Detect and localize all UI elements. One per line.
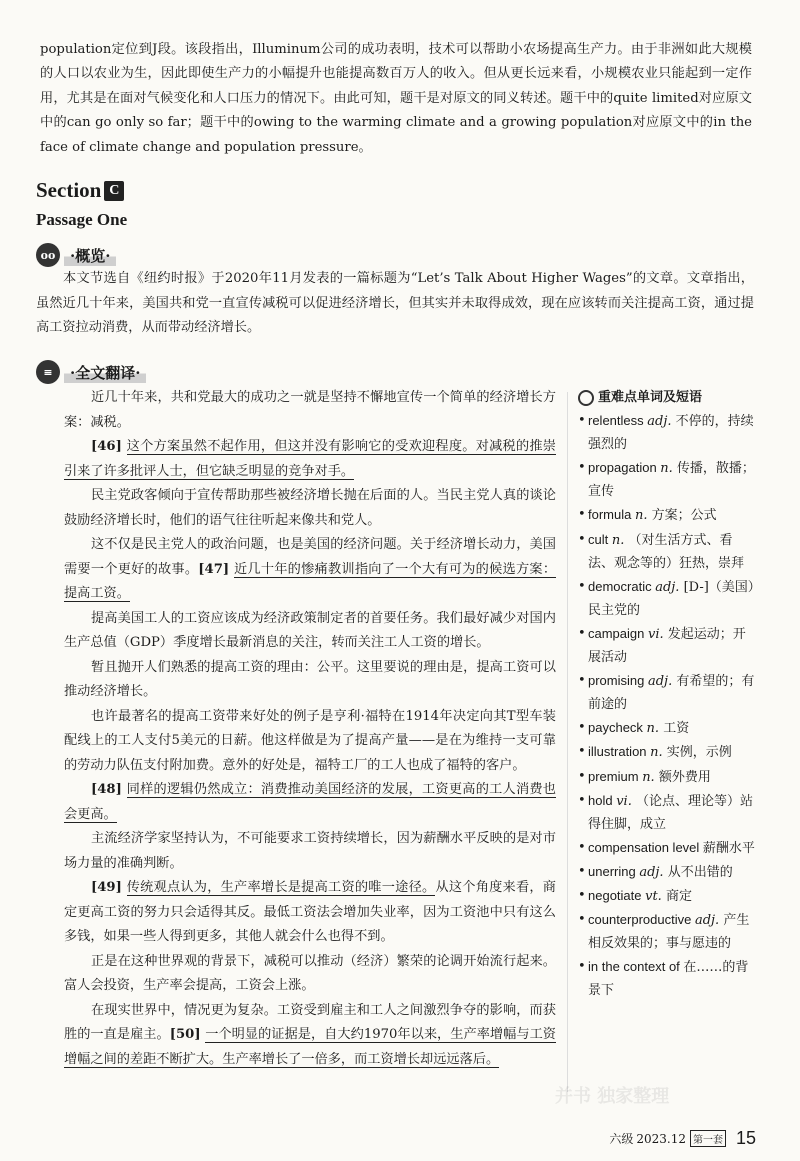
passage-title: Passage One <box>36 210 128 229</box>
vocab-word: premium <box>588 768 643 784</box>
paragraph-text: 这不仅是民主党人的政治问题，也是美国的经济问题。关于经济增长动力，美国需要一个更好的故事。 <box>64 537 556 577</box>
vocab-word: cult <box>588 531 612 547</box>
vocab-pos: n. <box>650 745 667 761</box>
vocab-word: relentless <box>588 413 648 429</box>
vocab-meaning: 传播，散播；宣传 <box>588 461 755 500</box>
footer-mark: 第一套 <box>690 1130 726 1147</box>
vocab-pos: adj. <box>655 579 684 595</box>
translation-paragraph <box>64 607 556 656</box>
vocab-meaning: 发起运动；开展活动 <box>588 626 746 666</box>
paragraph-text: 在现实世界中，情况更为复杂。工资受到雇主和工人之间激烈争夺的影响，而获胜的一直是雇主。 <box>64 1002 556 1042</box>
translation-paragraph <box>64 484 556 533</box>
vocab-title-text: 重难点单词及短语 <box>598 390 703 405</box>
vocab-word: formula <box>588 507 635 523</box>
paragraph-text: 民主党政客倾向于宣传帮助那些被经济增长抛在后面的人。当民主党人真的谈论鼓励经济增长时，他们的语气往往听起来像共和党人。 <box>64 488 556 528</box>
translation-body <box>64 386 556 1072</box>
vocab-meaning: [D-]（美国）民主党的 <box>588 579 755 618</box>
vocab-word: illustration <box>588 744 651 760</box>
vocab-meaning: 工资 <box>663 721 690 737</box>
page-number: 15 <box>735 1128 756 1148</box>
translation-paragraph <box>64 656 556 705</box>
overview-tag <box>36 243 116 267</box>
answer-sentence: 近几十年的惨痛教训指向了一个大有可为的候选方案：提高工资。 <box>64 561 557 601</box>
question-number: [46] <box>91 439 127 454</box>
translation-tag <box>36 360 146 384</box>
vocab-word: campaign <box>588 625 648 641</box>
vocab-meaning: 实例，示例 <box>666 745 732 761</box>
vocab-item <box>578 528 758 575</box>
vocab-pos: n. <box>611 532 629 548</box>
footer-level: 六级 <box>609 1132 634 1146</box>
vocab-meaning: （论点、理论等）站得住脚，成立 <box>588 793 753 832</box>
question-number: [47] <box>198 561 234 577</box>
vocab-word: counterproductive <box>588 912 695 928</box>
vocab-word: hold <box>588 792 617 808</box>
vocab-meaning: （对生活方式、看法、观念等的）狂热，崇拜 <box>588 532 745 571</box>
translation-paragraph <box>64 999 556 1073</box>
vocab-item <box>578 765 758 789</box>
vocab-pos: adj. <box>694 913 724 929</box>
vocab-meaning: 不停的，持续强烈的 <box>588 414 754 453</box>
paragraph-text: 提高美国工人的工资应该成为经济政策制定者的首要任务。我们最好减少对国内生产总值（GDP）季度增长最新消息的关注，转而关注工人工资的增长。 <box>64 610 556 650</box>
translation-paragraph <box>64 827 556 876</box>
vocab-meaning: 从不出错的 <box>667 864 733 880</box>
vocab-meaning: 商定 <box>665 888 692 904</box>
vocab-meaning: 有希望的；有前途的 <box>588 674 755 713</box>
vocab-meaning: 方案；公式 <box>651 508 717 524</box>
vocab-pos: n. <box>634 508 652 524</box>
vocab-word: paycheck <box>588 720 647 736</box>
vocab-item <box>578 836 758 860</box>
paragraph-text: 近几十年来，共和党最大的成功之一就是坚持不懈地宣传一个简单的经济增长方案：减税。 <box>64 390 556 430</box>
column-divider <box>567 392 568 1092</box>
answer-sentence: 同样的逻辑仍然成立：消费推动美国经济的发展，工资更高的工人消费也会更高。 <box>64 782 556 822</box>
vocab-item <box>578 789 758 836</box>
vocab-item <box>578 622 758 669</box>
vocab-list <box>578 409 758 1002</box>
paragraph-text: 从这个角度来看，商定更高工资的努力只会适得其反。最低工资法会增加失业率，因为工资池中只有这么多钱，如果一些人得到更多，其他人就会什么也得不到。 <box>64 880 556 944</box>
question-number: [50] <box>169 1027 206 1042</box>
vocab-title <box>578 386 758 409</box>
paragraph-text: 也许最著名的提高工资带来好处的例子是亨利·福特在1914年决定向其T型车装配线上的工人支付5美元的日薪。他这样做是为了提高产量——是在为维持一支可靠的劳动力队伍支付附加费。意外的好处是，福特工厂的工人也成了福特的客户。 <box>64 708 556 773</box>
vocab-word: propagation <box>588 460 661 476</box>
vocab-meaning: 在……的背景下 <box>588 960 749 999</box>
answer-sentence: 一个明显的证据是，自大约1970年以来，生产率增幅与工资增幅之间的差距不断扩大。生产率增长了一倍多，而工资增长却远远落后。 <box>64 1027 556 1067</box>
answer-sentence: 传统观点认为，生产率增长是提高工资的唯一途径。 <box>126 880 436 895</box>
vocab-pos: n. <box>646 721 664 737</box>
vocab-meaning: 产生相反效果的；事与愿违的 <box>588 913 750 952</box>
translation-paragraph <box>64 778 556 827</box>
paragraph-text: 正是在这种世界观的背景下，减税可以推动（经济）繁荣的论调开始流行起来。富人会投资，生产率会提高，工资会上涨。 <box>64 953 556 993</box>
question-number: [49] <box>91 880 127 895</box>
intro-paragraph: population定位到J段。该段指出，Illuminum公司的成功表明，技术可以帮助小农场提高生产力。由于非洲如此大规模的人口以农业为生，因此即使生产力的小幅提升也能提高数百万人的收入。但从更长远来看，小规模农业只能起到一定作用，尤其是在面对气候变化和人口压力的情况下。由此可知，题干是对原文的同义转述。题干中的quite limited对应原文中的can go only so far；题干中的owing to the warming climate and a growing population对应原文中的in the face of climate change and population pressure。 <box>40 42 752 155</box>
vocab-item <box>578 955 758 1002</box>
translation-paragraph <box>64 705 556 779</box>
vocab-pos: adj. <box>639 864 668 880</box>
vocab-pos: adj. <box>647 674 677 690</box>
glasses-icon: oo <box>36 243 60 267</box>
translation-paragraph <box>64 950 556 999</box>
vocab-pos: vi. <box>647 626 668 642</box>
vocab-item <box>578 860 758 884</box>
watermark: 并书 独家整理 <box>555 1086 670 1107</box>
section-label: Section <box>36 178 102 202</box>
section-letter-badge: C <box>104 181 124 201</box>
vocab-pos: vi. <box>616 793 636 809</box>
vocab-sidebar <box>578 386 758 1002</box>
vocab-word: negotiate <box>588 887 646 903</box>
translation-paragraph <box>64 876 556 950</box>
vocab-item <box>578 908 758 955</box>
translation-paragraph <box>64 435 556 484</box>
footer-issue: 2023.12 <box>636 1131 686 1146</box>
vocab-item <box>578 409 758 456</box>
vocab-item <box>578 716 758 740</box>
vocab-item <box>578 740 758 764</box>
vocab-meaning: 薪酬水平 <box>702 840 755 856</box>
vocab-word: compensation level <box>588 839 703 855</box>
translation-paragraph <box>64 386 556 435</box>
section-heading <box>36 178 124 203</box>
vocab-item <box>578 456 758 503</box>
vocab-pos: n. <box>642 769 659 785</box>
question-number: [48] <box>91 782 127 797</box>
vocab-item <box>578 884 758 908</box>
overview-label: ·概览· <box>64 245 116 266</box>
translation-paragraph <box>64 533 556 607</box>
vocab-item <box>578 575 758 622</box>
vocab-pos: adj. <box>647 414 676 430</box>
overview-text: 本文节选自《纽约时报》于2020年11月发表的一篇标题为“Let’s Talk About Higher Wages”的文章。文章指出，虽然近几十年来，美国共和党一直宣传减税可以促进经济增长，但其实并未取得成效，现在应该转而关注提高工资，通过提高工资拉动消费，从而带动经济增长。 <box>36 271 754 335</box>
paragraph-text: 暂且抛开人们熟悉的提高工资的理由：公平。这里要说的理由是，提高工资可以推动经济增长。 <box>64 659 556 699</box>
translation-label: ·全文翻译· <box>64 362 146 383</box>
vocab-word: in the context of <box>588 959 684 975</box>
target-icon <box>578 390 594 406</box>
vocab-pos: vt. <box>645 888 666 904</box>
speech-bubble-icon: ≡ <box>36 360 60 384</box>
vocab-pos: n. <box>660 461 677 477</box>
vocab-word: promising <box>588 673 648 689</box>
vocab-meaning: 额外费用 <box>658 769 711 785</box>
vocab-word: unerring <box>588 863 640 879</box>
vocab-item <box>578 669 758 716</box>
paragraph-text: 主流经济学家坚持认为，不可能要求工资持续增长，因为薪酬水平反映的是对市场力量的准确判断。 <box>64 831 556 871</box>
vocab-item <box>578 503 758 527</box>
answer-sentence: 这个方案虽然不起作用，但这并没有影响它的受欢迎程度。对减税的推崇引来了许多批评人士，但它缺乏明显的竞争对手。 <box>64 439 556 479</box>
page-footer <box>609 1128 756 1149</box>
vocab-word: democratic <box>588 578 656 594</box>
